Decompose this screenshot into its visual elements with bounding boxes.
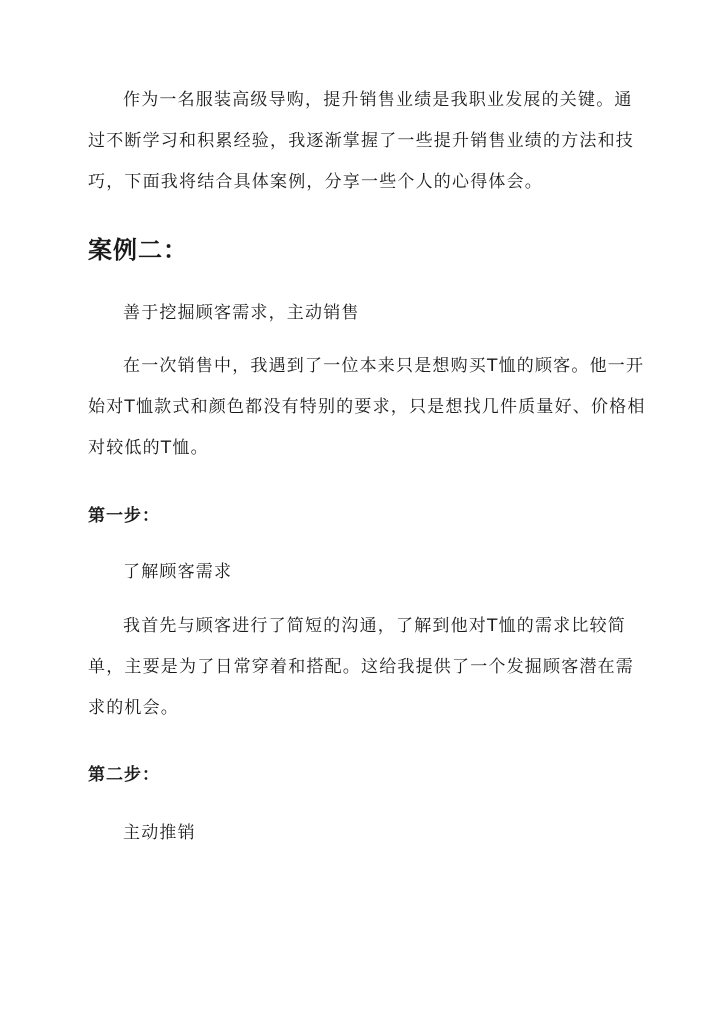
step2-heading: 第二步： — [88, 765, 160, 785]
intro-paragraph: 作为一名服装高级导购，提升销售业绩是我职业发展的关键。通过不断学习和积累经验，我逐渐掌握了一些提升销售业绩的方法和技巧，下面我将结合具体案例，分享一些个人的心得体会。 — [88, 90, 634, 192]
step1-title: 了解顾客需求 — [123, 562, 233, 582]
step1-paragraph: 我首先与顾客进行了简短的沟通，了解到他对T恤的需求比较简单，主要是为了日常穿着和搭配。这给我提供了一个发掘顾客潜在需求的机会。 — [88, 616, 634, 718]
case-subtitle: 善于挖掘顾客需求，主动销售 — [123, 303, 360, 323]
step2-title: 主动推销 — [123, 823, 196, 843]
case-heading: 案例二： — [88, 236, 188, 264]
step1-heading: 第一步： — [88, 506, 160, 526]
case-paragraph: 在一次销售中，我遇到了一位本来只是想购买T恤的顾客。他一开始对T恤款式和颜色都没有特别的要求，只是想找几件质量好、价格相对较低的T恤。 — [88, 356, 646, 458]
